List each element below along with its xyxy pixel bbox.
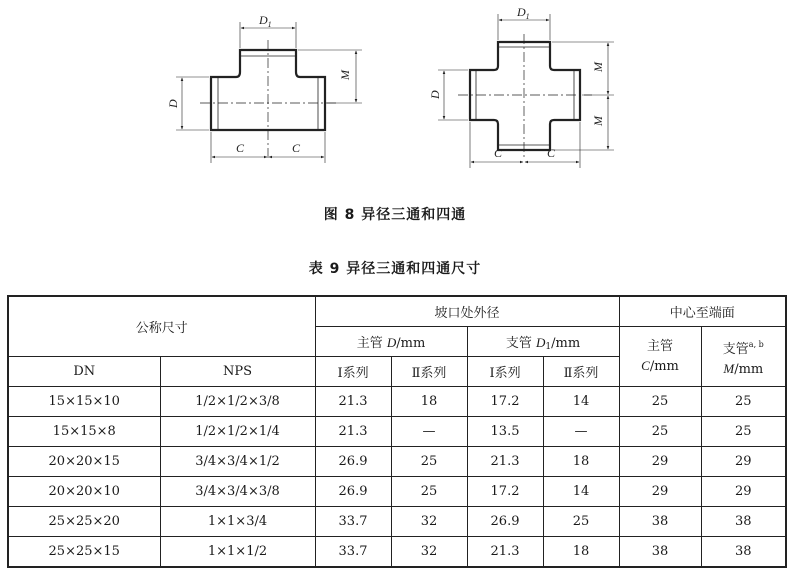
tee-c-left-label: C: [236, 141, 245, 155]
main-series1-cell: 21.3: [315, 387, 391, 417]
branch-series1-cell: 17.2: [467, 477, 543, 507]
main-series1-cell: 33.7: [315, 537, 391, 568]
tee-m-label: M: [338, 70, 352, 80]
m-cell: 29: [701, 477, 786, 507]
tee-d1-label: $D_1$: [259, 13, 272, 29]
figure-drawings: [0, 0, 790, 185]
c-cell: 38: [619, 507, 701, 537]
center-to-end-header: 中心至端面: [619, 296, 786, 327]
table-row: [8, 507, 786, 537]
cross-m-top-label: M: [591, 62, 605, 72]
cross-drawing: [438, 14, 614, 168]
table-row: [8, 417, 786, 447]
dn-header: DN: [8, 357, 160, 387]
branch-series2-cell: 18: [543, 447, 619, 477]
dimension-table: [7, 295, 787, 568]
header-row-1: [8, 296, 786, 327]
main-pipe-d-header: 主管 D/mm: [315, 327, 467, 357]
dn-cell: 15×15×8: [8, 417, 160, 447]
branch-series1-cell: 21.3: [467, 537, 543, 568]
c-cell: 38: [619, 537, 701, 568]
dn-cell: 20×20×10: [8, 477, 160, 507]
branch-series2-cell: 14: [543, 477, 619, 507]
main-series2-cell: 18: [391, 387, 467, 417]
main-series2-cell: 32: [391, 537, 467, 568]
cross-c-right-label: C: [547, 146, 556, 160]
c-cell: 25: [619, 387, 701, 417]
main-series2-cell: 25: [391, 477, 467, 507]
branch-pipe-d1-header: 支管 $D_1/mm$: [467, 327, 619, 357]
table-row: [8, 537, 786, 568]
m-cell: 25: [701, 387, 786, 417]
m-cell: 29: [701, 447, 786, 477]
main-pipe-c-header: 主管 C/mm: [619, 327, 701, 387]
main-series1-header: Ⅰ系列: [315, 357, 391, 387]
main-series1-cell: 26.9: [315, 477, 391, 507]
table-row: [8, 387, 786, 417]
branch-series2-header: Ⅱ系列: [543, 357, 619, 387]
branch-series1-cell: 21.3: [467, 447, 543, 477]
branch-series2-cell: 14: [543, 387, 619, 417]
m-cell: 25: [701, 417, 786, 447]
main-series2-cell: 25: [391, 447, 467, 477]
table-row: [8, 447, 786, 477]
tee-d-label: D: [166, 99, 180, 108]
dn-cell: 25×25×15: [8, 537, 160, 568]
nps-cell: 3/4×3/4×3/8: [160, 477, 315, 507]
dn-cell: 25×25×20: [8, 507, 160, 537]
nps-cell: 1/2×1/2×3/8: [160, 387, 315, 417]
cross-c-left-label: C: [494, 146, 503, 160]
table-row: [8, 477, 786, 507]
c-cell: 29: [619, 477, 701, 507]
branch-pipe-m-header: 支管$^{a, b}$ M/mm: [701, 327, 786, 387]
tee-c-right-label: C: [292, 141, 301, 155]
nps-cell: 3/4×3/4×1/2: [160, 447, 315, 477]
cross-m-bottom-label: M: [591, 116, 605, 126]
table-caption: 表 9 异径三通和四通尺寸: [308, 261, 482, 277]
branch-series2-cell: —: [543, 417, 619, 447]
c-cell: 25: [619, 417, 701, 447]
bevel-od-header: 坡口处外径: [315, 296, 619, 327]
dn-cell: 20×20×15: [8, 447, 160, 477]
m-cell: 38: [701, 537, 786, 568]
branch-series1-cell: 26.9: [467, 507, 543, 537]
figure-caption: 图 8 异径三通和四通: [323, 207, 467, 223]
cross-d1-label: $D_1$: [517, 5, 530, 21]
dn-cell: 15×15×10: [8, 387, 160, 417]
main-series2-cell: —: [391, 417, 467, 447]
nps-cell: 1×1×3/4: [160, 507, 315, 537]
branch-series1-header: Ⅰ系列: [467, 357, 543, 387]
tee-drawing: [176, 22, 362, 163]
main-series1-cell: 21.3: [315, 417, 391, 447]
cross-d-label: D: [428, 90, 442, 99]
main-series1-cell: 26.9: [315, 447, 391, 477]
nps-cell: 1/2×1/2×1/4: [160, 417, 315, 447]
nps-cell: 1×1×1/2: [160, 537, 315, 568]
main-series1-cell: 33.7: [315, 507, 391, 537]
c-cell: 29: [619, 447, 701, 477]
cross-outline: [470, 42, 580, 150]
branch-series2-cell: 18: [543, 537, 619, 568]
branch-series1-cell: 13.5: [467, 417, 543, 447]
main-series2-cell: 32: [391, 507, 467, 537]
m-cell: 38: [701, 507, 786, 537]
nominal-size-header: 公称尺寸: [8, 296, 315, 357]
branch-series1-cell: 17.2: [467, 387, 543, 417]
branch-series2-cell: 25: [543, 507, 619, 537]
nps-header: NPS: [160, 357, 315, 387]
main-series2-header: Ⅱ系列: [391, 357, 467, 387]
